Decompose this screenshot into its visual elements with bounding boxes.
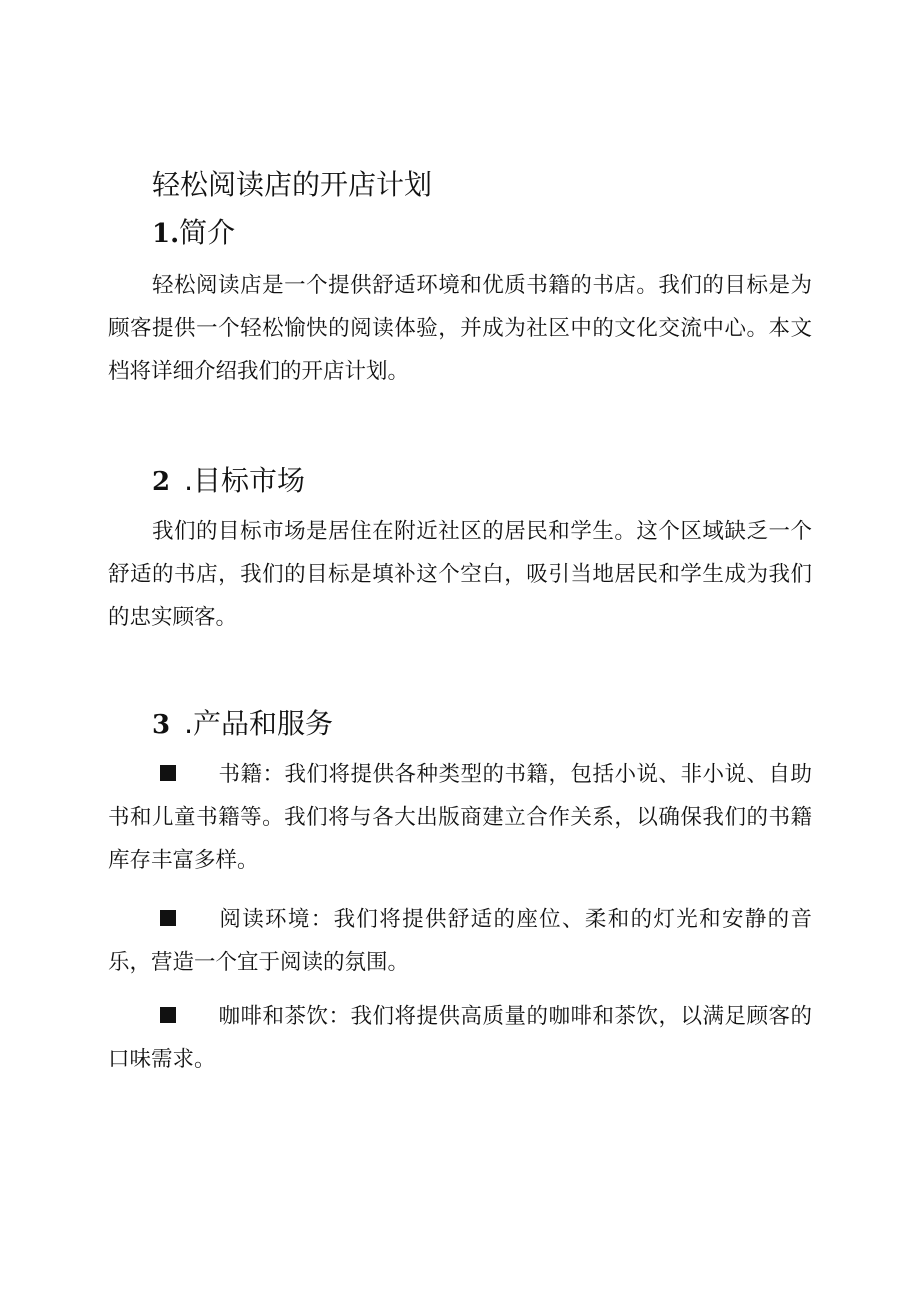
bullet-text: 书籍：我们将提供各种类型的书籍，包括小说、非小说、自助书和儿童书籍等。我们将与各大出版商建立合作关系，以确保我们的书籍库存丰富多样。 [108, 762, 812, 873]
section-paragraph-market: 我们的目标市场是居住在附近社区的居民和学生。这个区域缺乏一个舒适的书店，我们的目标是填补这个空白，吸引当地居民和学生成为我们的忠实顾客。 [108, 519, 812, 630]
square-bullet-icon [160, 765, 176, 781]
section-heading-intro [152, 214, 235, 253]
section-heading-products [152, 705, 333, 744]
bullet-item-books [108, 753, 812, 882]
bullet-text: 阅读环境：我们将提供舒适的座位、柔和的灯光和安静的音乐，营造一个宜于阅读的氛围。 [108, 907, 812, 975]
section-number: 3 [152, 710, 171, 740]
section-title: .目标市场 [184, 464, 305, 497]
bullet-item-coffee [108, 995, 812, 1081]
bullet-text: 咖啡和茶饮：我们将提供高质量的咖啡和茶饮，以满足顾客的口味需求。 [108, 1004, 812, 1072]
section-number: 1. [152, 219, 180, 249]
section-heading-market [152, 462, 305, 501]
section-title: .产品和服务 [184, 707, 333, 740]
square-bullet-icon [160, 1007, 176, 1023]
document-title: 轻松阅读店的开店计划 [152, 168, 433, 201]
section-number: 2 [152, 467, 171, 497]
square-bullet-icon [160, 910, 176, 926]
section-paragraph-intro: 轻松阅读店是一个提供舒适环境和优质书籍的书店。我们的目标是为顾客提供一个轻松愉快的阅读体验，并成为社区中的文化交流中心。本文档将详细介绍我们的开店计划。 [108, 273, 812, 384]
section-title: 简介 [179, 216, 236, 249]
bullet-item-environment [108, 898, 812, 984]
